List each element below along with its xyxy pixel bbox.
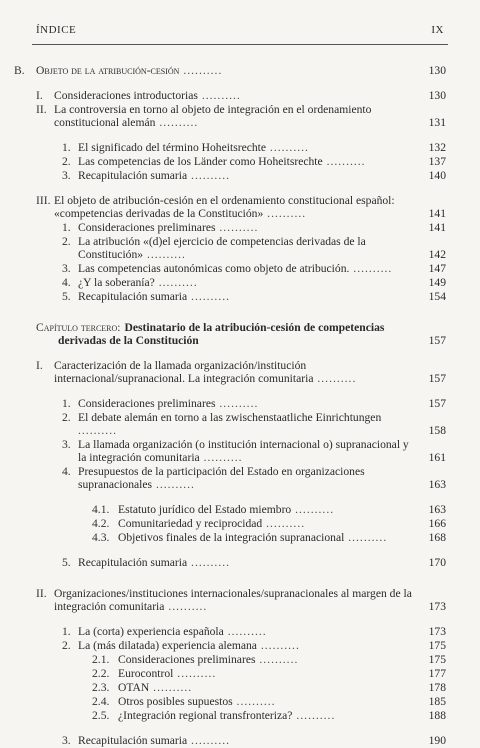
dot-leader: .......... (232, 695, 276, 708)
toc-entry-title: El objeto de atribución-cesión en el ordenamiento constitucional español: «competencias derivadas de la Constitución» (54, 194, 395, 220)
toc-entry-title: Estatuto jurídico del Estado miembro (118, 503, 292, 516)
dot-leader: .......... (215, 397, 259, 410)
toc-entry-number: II. (36, 587, 47, 600)
toc-entry-title: Objetivos finales de la integración supranacional (118, 531, 345, 544)
toc-entry (36, 89, 446, 102)
running-header-title: ÍNDICE (36, 24, 77, 36)
toc-entry-title: ¿Integración regional transfronteriza? (118, 709, 293, 722)
toc-entry (36, 625, 446, 638)
toc-entry-page: 157 (428, 397, 446, 410)
toc-entry-number: 1. (62, 141, 71, 154)
toc-entry-page: 175 (428, 653, 446, 666)
toc-entry-page: 190 (428, 734, 446, 747)
toc-entry-page: 147 (428, 262, 446, 275)
toc-entry (36, 221, 446, 234)
toc-entry-title: Las competencias autonómicas como objeto de atribución. (78, 262, 350, 275)
toc-entry-page: 157 (428, 334, 446, 347)
dot-leader: .......... (322, 155, 366, 168)
dot-leader: .......... (149, 681, 193, 694)
toc-entry-title: Recapitulación sumaria (78, 734, 188, 747)
toc-entry-title: La llamada organización (o institución internacional o) supranacional y la integración comunitaria (78, 438, 409, 464)
toc-entry-number: 4. (62, 276, 71, 289)
toc-entry-page: 168 (428, 531, 446, 544)
dot-leader: .......... (266, 141, 309, 154)
header-rule (32, 44, 448, 45)
toc-entry (36, 321, 446, 347)
toc-entry-page: 157 (428, 372, 446, 385)
toc-entry (36, 709, 446, 722)
toc-entry-number: 1. (62, 625, 71, 638)
dot-leader: .......... (256, 639, 300, 652)
toc-entry-number: 4.1. (92, 503, 110, 516)
toc-entry-number: 4. (62, 465, 71, 478)
toc-entry-page: 170 (428, 556, 446, 569)
toc-entry-number: 2.4. (92, 695, 110, 708)
toc-entry-number: I. (36, 359, 43, 372)
toc-entry-page: 175 (428, 639, 446, 652)
dot-leader: .......... (187, 290, 231, 303)
dot-leader: .......... (344, 531, 388, 544)
toc-entry-page: 158 (428, 424, 446, 437)
toc-entry-number: 2.1. (92, 653, 110, 666)
toc-entry-title: OTAN (118, 681, 150, 694)
dot-leader: .......... (187, 169, 231, 182)
dot-leader: .......... (349, 262, 393, 275)
dot-leader: .......... (223, 625, 267, 638)
toc-entry-title: Organizaciones/instituciones internacionales/supranacionales al margen de la integración comunitaria (54, 587, 412, 613)
toc-entry (36, 587, 446, 613)
dot-leader: .......... (154, 276, 198, 289)
toc-entry (36, 411, 446, 437)
toc-entry-title: Recapitulación sumaria (78, 290, 188, 303)
toc-entry-page: 140 (428, 169, 446, 182)
dot-leader: .......... (263, 207, 307, 220)
toc-entry (36, 141, 446, 154)
toc-entry-page: 132 (428, 141, 446, 154)
toc-entry-page: 141 (428, 221, 446, 234)
dot-leader: .......... (197, 89, 241, 102)
toc-entry-title: Eurocontrol (118, 667, 174, 680)
toc-entry-page: 130 (428, 89, 446, 102)
toc-entry-number: 2. (62, 411, 71, 424)
dot-leader: .......... (173, 667, 217, 680)
toc-entry (36, 517, 446, 530)
toc-entry-number: 3. (62, 438, 71, 451)
toc-entry-number: II. (36, 103, 47, 116)
toc-entry-page: 178 (428, 681, 446, 694)
toc-entry (36, 556, 446, 569)
toc-entry-page: 173 (428, 625, 446, 638)
toc-entry-title: Objeto de la atribución-cesión (36, 64, 180, 77)
toc-entry-page: 130 (428, 64, 446, 77)
toc-entry-number: 2.3. (92, 681, 110, 694)
toc-entry-number: 2.2. (92, 667, 110, 680)
toc-entry-number: III. (36, 194, 51, 207)
toc-entry-number: I. (36, 89, 43, 102)
toc-entry (36, 290, 446, 303)
toc-entry (36, 103, 446, 129)
toc-entry-number: 2. (62, 155, 71, 168)
dot-leader: .......... (255, 653, 299, 666)
toc-entry-page: 163 (428, 478, 446, 491)
toc-entry-page: 141 (428, 207, 446, 220)
toc-entry (36, 397, 446, 410)
toc-entry-number: 2.5. (92, 709, 110, 722)
toc-entry-page: 185 (428, 695, 446, 708)
toc-entry-number: 2. (62, 235, 71, 248)
toc-entry (36, 695, 446, 708)
toc-entry-number: 1. (62, 221, 71, 234)
toc-entry-title: El significado del término Hoheitsrechte (78, 141, 267, 154)
toc-entry-page: 149 (428, 276, 446, 289)
toc-entry (36, 667, 446, 680)
toc-entry (36, 639, 446, 652)
toc-entry-title: Comunitariedad y reciprocidad (118, 517, 263, 530)
toc-entry-number: 3. (62, 262, 71, 275)
dot-leader: .......... (215, 221, 259, 234)
toc-entry-page: 177 (428, 667, 446, 680)
toc-entry (36, 194, 446, 220)
toc-entry-title: Recapitulación sumaria (78, 169, 188, 182)
toc-entry-title: Consideraciones preliminares (78, 221, 216, 234)
toc-entry (36, 262, 446, 275)
dot-leader: .......... (199, 451, 243, 464)
toc-entry-number: 4.2. (92, 517, 110, 530)
toc-entry-title: Consideraciones introductorias (54, 89, 198, 102)
toc-entry-page: 161 (428, 451, 446, 464)
toc-entry-title: Recapitulación sumaria (78, 556, 188, 569)
toc-entry-number: 1. (62, 397, 71, 410)
table-of-contents (14, 58, 446, 747)
toc-entry-number: 5. (62, 290, 71, 303)
toc-entry-title: La atribución «(d)el ejercicio de competencias derivadas de la Constitución» (78, 235, 366, 261)
toc-entry (36, 359, 446, 385)
toc-entry-number: 3. (62, 734, 71, 747)
toc-entry-page: 166 (428, 517, 446, 530)
toc-entry-number: 4.3. (92, 531, 110, 544)
dot-leader: .......... (179, 64, 223, 77)
toc-entry-title: Presupuestos de la participación del Estado en organizaciones supranacionales (78, 465, 365, 491)
toc-entry (36, 734, 446, 747)
toc-entry-title: Las competencias de los Länder como Hoheitsrechte (78, 155, 323, 168)
toc-entry-number: B. (14, 64, 25, 77)
toc-entry (36, 653, 446, 666)
toc-entry (36, 169, 446, 182)
toc-entry (36, 503, 446, 516)
dot-leader: .......... (262, 517, 306, 530)
toc-entry-page: 142 (428, 248, 446, 261)
toc-entry (36, 276, 446, 289)
dot-leader: .......... (187, 734, 231, 747)
toc-entry-page: 131 (428, 116, 446, 129)
dot-leader: .......... (152, 478, 195, 491)
toc-entry-title: Caracterización de la llamada organización/institución internacional/supranacional. La integración comunitaria (54, 359, 314, 385)
dot-leader: .......... (291, 503, 335, 516)
page-number: IX (431, 24, 444, 36)
toc-entry-page: 154 (428, 290, 446, 303)
toc-entry-number: Capítulo tercero: (36, 321, 121, 334)
toc-entry-title: Destinatario de la atribución-cesión de competencias derivadas de la Constitución (58, 321, 385, 347)
toc-entry-number: 2. (62, 639, 71, 652)
toc-entry-title: El debate alemán en torno a las zwischenstaatliche Einrichtungen (78, 411, 382, 424)
toc-entry-title: ¿Y la soberanía? (78, 276, 155, 289)
toc-entry-title: La (corta) experiencia española (78, 625, 224, 638)
toc-entry (36, 465, 446, 491)
toc-entry-number: 5. (62, 556, 71, 569)
toc-entry (36, 438, 446, 464)
toc-entry (36, 531, 446, 544)
dot-leader: .......... (164, 600, 208, 613)
toc-entry-title: Consideraciones preliminares (118, 653, 256, 666)
dot-leader: .......... (155, 116, 199, 129)
toc-entry-number: 3. (62, 169, 71, 182)
toc-entry (36, 681, 446, 694)
toc-entry-page: 173 (428, 600, 446, 613)
toc-entry (14, 64, 446, 77)
dot-leader: .......... (187, 556, 231, 569)
toc-entry-title: La (más dilatada) experiencia alemana (78, 639, 257, 652)
dot-leader: .......... (313, 372, 357, 385)
toc-entry-title: La controversia en torno al objeto de integración en el ordenamiento constitucional alemán (54, 103, 372, 129)
dot-leader: .......... (292, 709, 336, 722)
toc-entry-page: 188 (428, 709, 446, 722)
dot-leader: .......... (78, 424, 117, 437)
toc-entry-page: 163 (428, 503, 446, 516)
toc-entry-page: 137 (428, 155, 446, 168)
toc-entry (36, 155, 446, 168)
toc-entry-title: Otros posibles supuestos (118, 695, 233, 708)
dot-leader: .......... (143, 248, 186, 261)
toc-entry-title: Consideraciones preliminares (78, 397, 216, 410)
toc-entry (36, 235, 446, 261)
